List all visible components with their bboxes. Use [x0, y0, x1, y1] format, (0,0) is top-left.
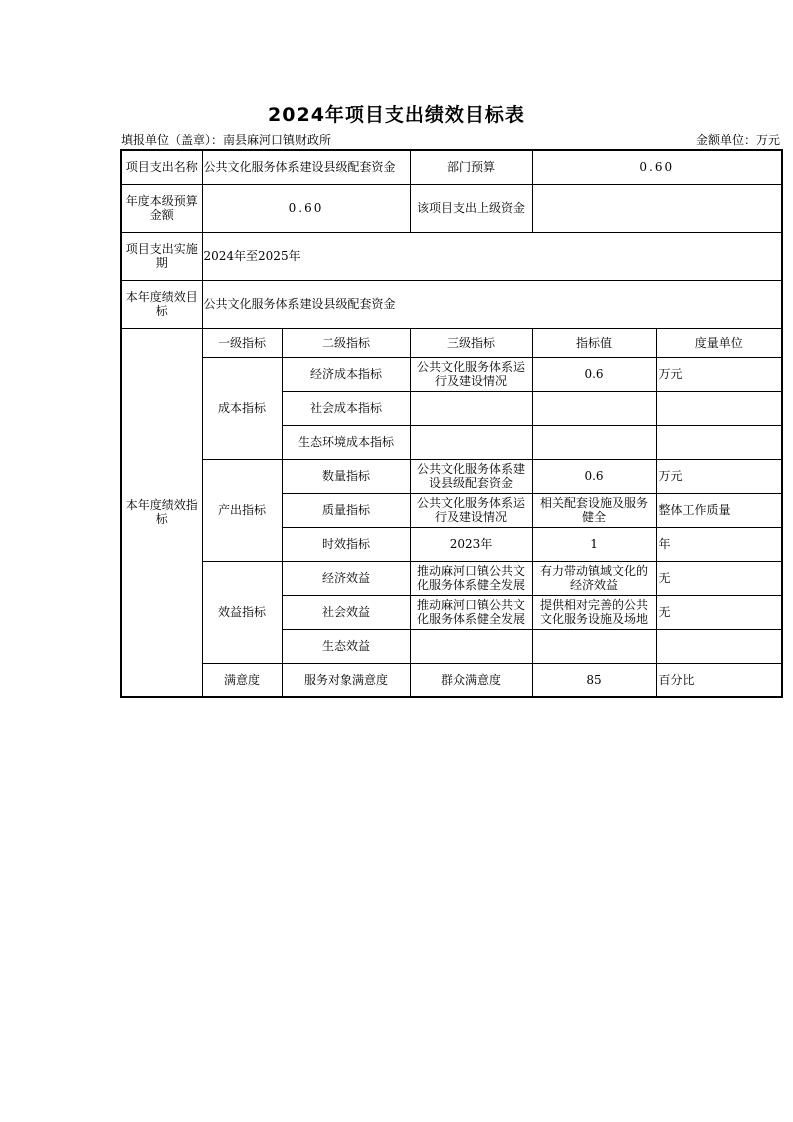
- unit-cell: [656, 391, 782, 425]
- row-project-name: [121, 150, 782, 184]
- unit-cell: [656, 629, 782, 663]
- header-unit: 度量单位: [656, 328, 782, 357]
- header-level1: 一级指标: [202, 328, 282, 357]
- level2-cell: 生态效益: [282, 629, 410, 663]
- level3-cell: 群众满意度: [410, 663, 532, 697]
- row-annual-goal: [121, 280, 782, 328]
- row-period: [121, 232, 782, 280]
- header-level3: 三级指标: [410, 328, 532, 357]
- level3-cell: [410, 425, 532, 459]
- level1-satisfaction: 满意度: [202, 663, 282, 697]
- level1-output: 产出指标: [202, 459, 282, 561]
- level2-cell: 经济成本指标: [282, 357, 410, 391]
- value-cell: 1: [532, 527, 656, 561]
- level3-cell: 2023年: [410, 527, 532, 561]
- unit-cell: [656, 425, 782, 459]
- value-cell: [532, 391, 656, 425]
- unit-cell: 整体工作质量: [656, 493, 782, 527]
- period-value: 2024年至2025年: [202, 232, 782, 280]
- annual-goal-value: 公共文化服务体系建设县级配套资金: [202, 280, 782, 328]
- table-row: [121, 357, 782, 391]
- level2-cell: 服务对象满意度: [282, 663, 410, 697]
- level3-cell: 公共文化服务体系建设县级配套资金: [410, 459, 532, 493]
- level3-cell: 公共文化服务体系运行及建设情况: [410, 493, 532, 527]
- upper-funds-label: 该项目支出上级资金: [410, 184, 532, 232]
- header-level2: 二级指标: [282, 328, 410, 357]
- header-value: 指标值: [532, 328, 656, 357]
- level2-cell: 时效指标: [282, 527, 410, 561]
- level3-cell: 推动麻河口镇公共文化服务体系健全发展: [410, 595, 532, 629]
- dept-budget-value: 0.60: [532, 150, 782, 184]
- project-name-value: 公共文化服务体系建设县级配套资金: [202, 150, 410, 184]
- level3-cell: 推动麻河口镇公共文化服务体系健全发展: [410, 561, 532, 595]
- unit-cell: 万元: [656, 357, 782, 391]
- page-title: 2024年项目支出绩效目标表: [268, 104, 525, 126]
- annual-budget-label: 年度本级预算金额: [121, 184, 202, 232]
- dept-budget-label: 部门预算: [410, 150, 532, 184]
- filing-unit: 填报单位（盖章）：南县麻河口镇财政所: [121, 133, 332, 147]
- level3-cell: [410, 391, 532, 425]
- table-row: [121, 561, 782, 595]
- value-cell: 0.6: [532, 357, 656, 391]
- unit-cell: 年: [656, 527, 782, 561]
- value-cell: 提供相对完善的公共文化服务设施及场地: [532, 595, 656, 629]
- value-cell: 相关配套设施及服务健全: [532, 493, 656, 527]
- value-cell: [532, 629, 656, 663]
- unit-cell: 无: [656, 561, 782, 595]
- level2-cell: 社会成本指标: [282, 391, 410, 425]
- upper-funds-value: [532, 184, 782, 232]
- table-row: [121, 459, 782, 493]
- level2-cell: 生态环境成本指标: [282, 425, 410, 459]
- level2-cell: 社会效益: [282, 595, 410, 629]
- level1-cost: 成本指标: [202, 357, 282, 459]
- level2-cell: 数量指标: [282, 459, 410, 493]
- unit-cell: 万元: [656, 459, 782, 493]
- value-cell: 有力带动镇域文化的经济效益: [532, 561, 656, 595]
- amount-unit: 金额单位：万元: [695, 133, 780, 147]
- unit-cell: 百分比: [656, 663, 782, 697]
- value-cell: 85: [532, 663, 656, 697]
- project-name-label: 项目支出名称: [121, 150, 202, 184]
- level2-cell: 质量指标: [282, 493, 410, 527]
- level3-cell: [410, 629, 532, 663]
- period-label: 项目支出实施期: [121, 232, 202, 280]
- unit-cell: 无: [656, 595, 782, 629]
- indicator-header-row: [121, 328, 782, 357]
- performance-target-table: [120, 149, 783, 698]
- annual-budget-value: 0.60: [202, 184, 410, 232]
- value-cell: 0.6: [532, 459, 656, 493]
- value-cell: [532, 425, 656, 459]
- level2-cell: 经济效益: [282, 561, 410, 595]
- table-row: [121, 663, 782, 697]
- row-annual-budget: [121, 184, 782, 232]
- level1-benefit: 效益指标: [202, 561, 282, 663]
- annual-goal-label: 本年度绩效目标: [121, 280, 202, 328]
- level3-cell: 公共文化服务体系运行及建设情况: [410, 357, 532, 391]
- indicator-section-label: 本年度绩效指标: [121, 328, 202, 697]
